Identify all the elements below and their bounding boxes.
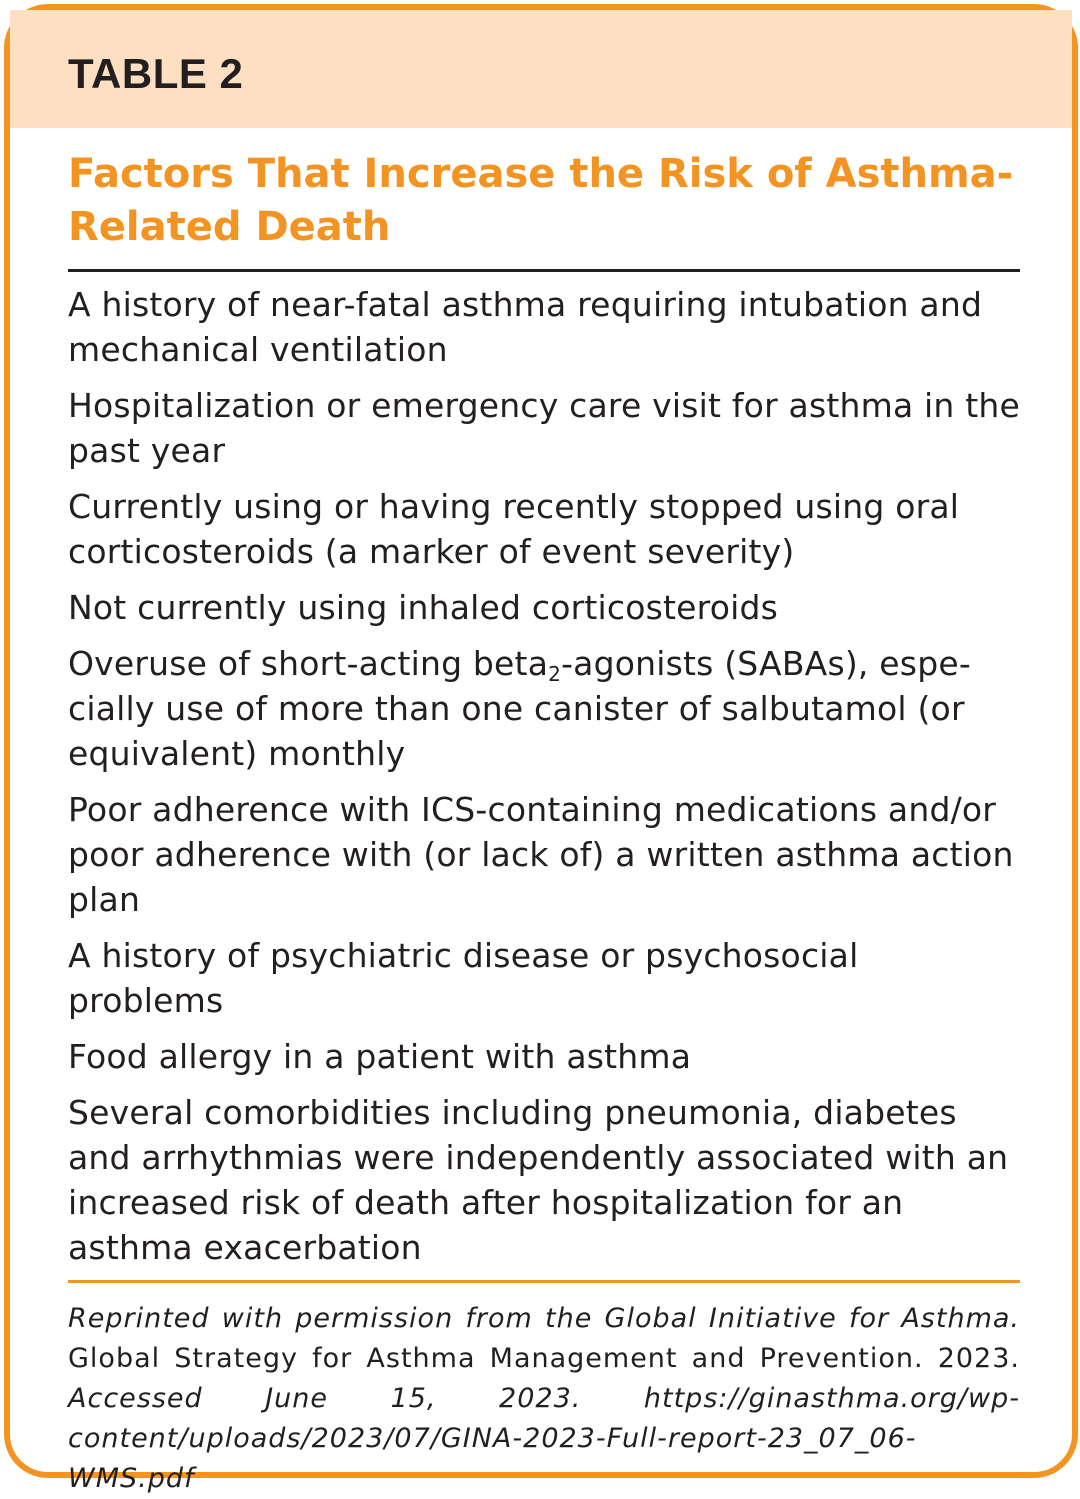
table-label: TABLE 2 [68,50,244,97]
table-title: Factors That Increase the Risk of Asthma-Related Death [68,148,1020,272]
list-item: Hospitalization or emergency care visit for asthma in the past year [68,386,1020,470]
list-item: A history of psychiatric disease or psychosocial problems [68,936,859,1020]
subscript: 2 [548,662,562,686]
list-item: Not currently using inhaled corticosteroids [68,588,779,627]
risk-factor-list [68,272,1020,1283]
list-item [68,641,1020,776]
footnote-access: Accessed June 15, 2023. https://ginasthma.org/wp-content/uploads/2023/07/GINA-2023-Full-report-23_07_06-WMS.pdf [68,1383,1020,1494]
table-header [10,10,1072,128]
table-content [68,148,1020,1499]
table-card [4,4,1078,1494]
footnote-strategy: Global Strategy for Asthma Management and Prevention. 2023. [68,1343,1020,1374]
list-item: Poor adherence with ICS-containing medications and/or poor adherence with (or lack of) a written asthma action plan [68,790,1014,919]
list-item: A history of near-fatal asthma requiring intubation and mechanical ventilation [68,285,983,369]
list-item: Several comorbidities including pneumonia, diabetes and arrhythmias were independently associated with an increased risk of death after hospitalization for an asthma exacerbation [68,1093,1009,1267]
source-footnote [68,1299,1020,1499]
list-item: Currently using or having recently stopped using oral corticosteroids (a marker of event severity) [68,487,960,571]
list-item-text: -agonists (SABAs), espe-cially use of more than one canister of salbutamol (or equivalent) monthly [68,644,971,773]
list-item-text: Overuse of short-acting beta [68,644,549,683]
footnote-reprint: Reprinted with permission from the Global Initiative for Asthma. [68,1303,1020,1334]
list-item: Food allergy in a patient with asthma [68,1037,692,1076]
